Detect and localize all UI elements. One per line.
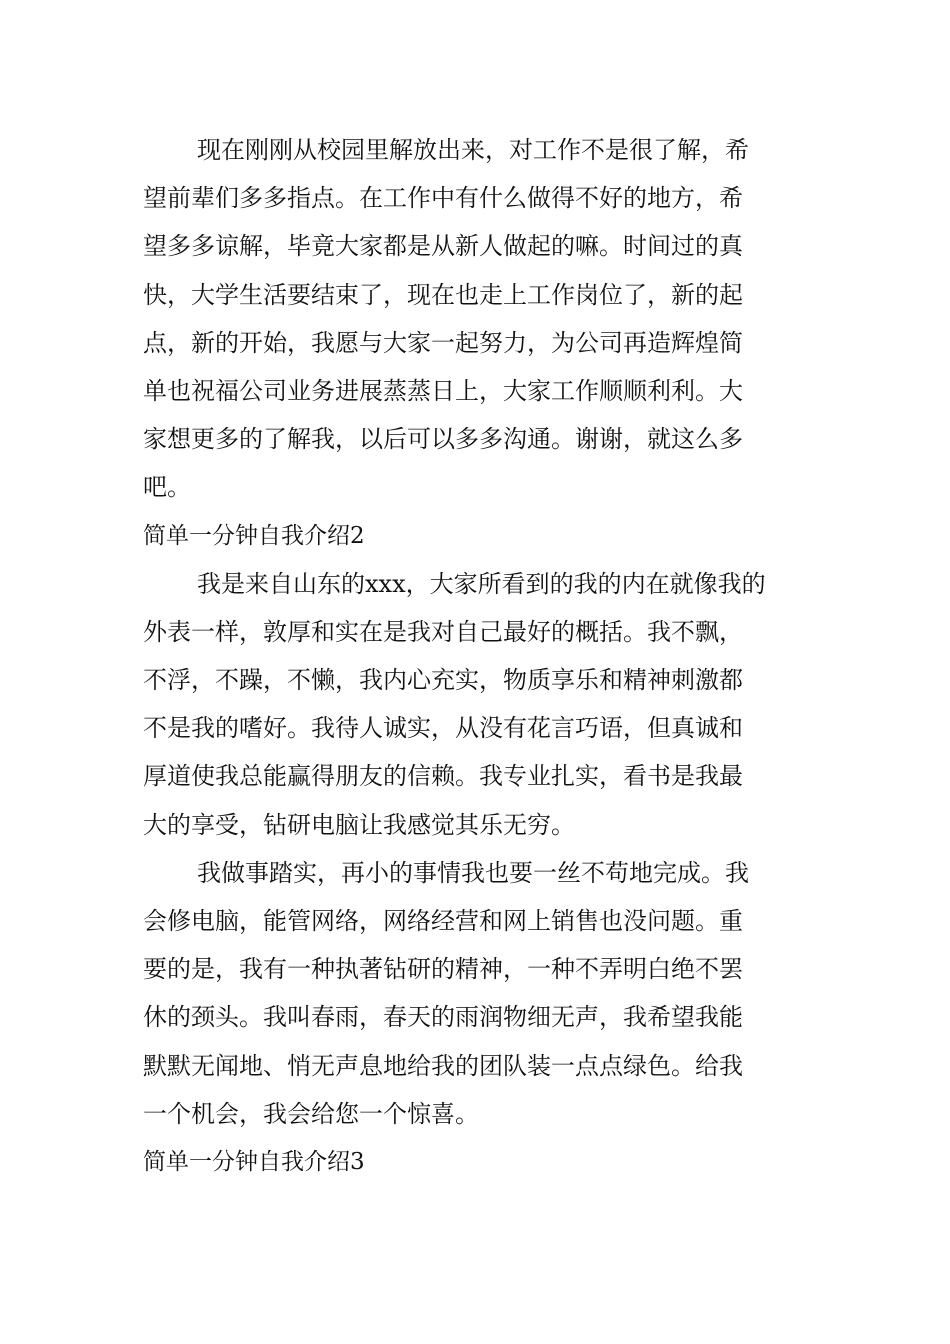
text-line: 不浮，不躁，不懒，我内心充实，物质享乐和精神刺激都: [143, 666, 743, 695]
text-line: 我做事踏实，再小的事情我也要一丝不苟地完成。我: [197, 858, 749, 887]
text-line: 我是来自山东的xxx，大家所看到的我的内在就像我的: [197, 569, 766, 598]
paragraph: [143, 560, 805, 849]
text-line: 望前辈们多多指点。在工作中有什么做得不好的地方，希: [143, 184, 743, 213]
text-line: 一个机会，我会给您一个惊喜。: [143, 1099, 479, 1128]
paragraph: [143, 849, 805, 1138]
text-line: 大的享受，钻研电脑让我感觉其乐无穷。: [143, 810, 575, 839]
text-line: 会修电脑，能管网络，网络经营和网上销售也没问题。重: [143, 907, 743, 935]
document-body: [143, 126, 805, 1186]
text-line: 现在刚刚从校园里解放出来，对工作不是很了解，希: [197, 136, 749, 164]
text-line: 厚道使我总能赢得朋友的信赖。我专业扎实，看书是我最: [143, 762, 743, 791]
text-line: 休的颈头。我叫春雨，春天的雨润物细无声，我希望我能: [143, 1003, 743, 1032]
text-line: 不是我的嗜好。我待人诚实，从没有花言巧语，但真诚和: [143, 714, 743, 743]
paragraph: [143, 126, 805, 512]
text-line: 家想更多的了解我，以后可以多多沟通。谢谢，就这么多: [143, 425, 743, 454]
text-line: 默默无闻地、悄无声息地给我的团队装一点点绿色。给我: [143, 1051, 743, 1080]
text-line: 快，大学生活要结束了，现在也走上工作岗位了，新的起: [143, 280, 743, 309]
section-heading: 简单一分钟自我介绍2: [143, 522, 365, 549]
text-line: 望多多谅解，毕竟大家都是从新人做起的嘛。时间过的真: [143, 232, 743, 261]
section-heading: 简单一分钟自我介绍3: [143, 1148, 365, 1175]
text-line: 外表一样，敦厚和实在是我对自己最好的概括。我不飘，: [143, 617, 743, 646]
text-line: 单也祝福公司业务进展蒸蒸日上，大家工作顺顺利利。大: [143, 376, 743, 405]
text-line: 要的是，我有一种执著钻研的精神，一种不弄明白绝不罢: [143, 955, 743, 984]
text-line: 点，新的开始，我愿与大家一起努力，为公司再造辉煌简: [143, 328, 743, 357]
text-line: 吧。: [143, 473, 191, 502]
